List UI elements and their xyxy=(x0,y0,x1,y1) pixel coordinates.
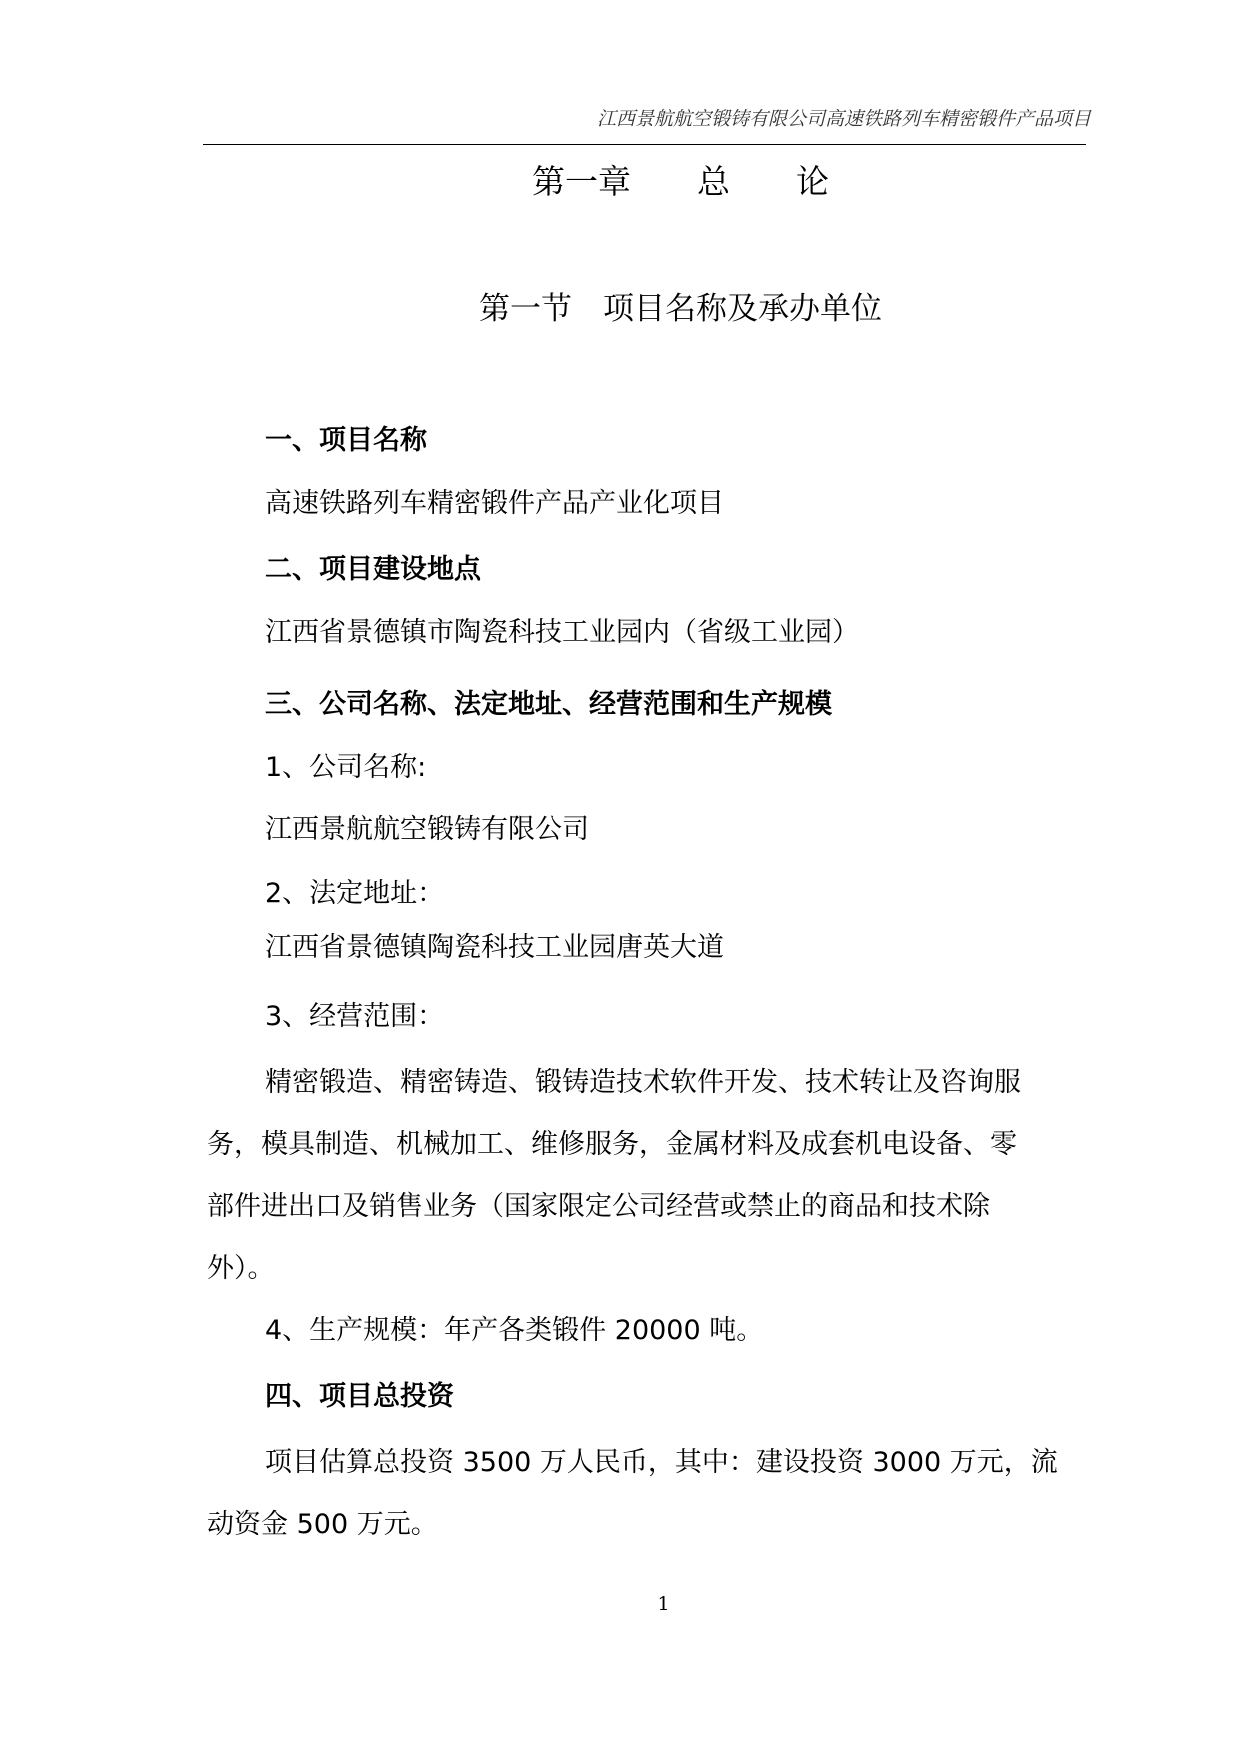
running-header: 江西景航航空锻铸有限公司高速铁路列车精密锻件产品项目 xyxy=(596,108,1091,130)
production-scale-text: 4、生产规模：年产各类锻件 20000 吨。 xyxy=(265,1315,764,1346)
section-title: 第一节 项目名称及承办单位 xyxy=(479,291,882,327)
company-name-text: 江西景航航空锻铸有限公司 xyxy=(265,814,589,845)
company-name-label: 1、公司名称: xyxy=(265,752,427,783)
investment-line: 动资金 500 万元。 xyxy=(207,1509,438,1540)
heading-company-info: 三、公司名称、法定地址、经营范围和生产规模 xyxy=(265,689,832,720)
header-rule xyxy=(203,144,1086,145)
business-scope-label: 3、经营范围： xyxy=(265,1001,445,1032)
business-scope-line: 外）。 xyxy=(207,1253,275,1284)
legal-address-text: 江西省景德镇陶瓷科技工业园唐英大道 xyxy=(265,932,724,963)
page-number: 1 xyxy=(657,1593,670,1615)
business-scope-line: 部件进出口及销售业务（国家限定公司经营或禁止的商品和技术除 xyxy=(207,1191,990,1222)
project-location-text: 江西省景德镇市陶瓷科技工业园内（省级工业园） xyxy=(265,617,859,648)
heading-total-investment: 四、项目总投资 xyxy=(265,1381,454,1412)
chapter-title: 第一章 总 论 xyxy=(532,162,829,201)
heading-project-name: 一、项目名称 xyxy=(265,425,427,456)
business-scope-line: 精密锻造、精密铸造、锻铸造技术软件开发、技术转让及咨询服 xyxy=(265,1067,1021,1098)
project-name-text: 高速铁路列车精密锻件产品产业化项目 xyxy=(265,488,724,519)
heading-project-location: 二、项目建设地点 xyxy=(265,554,481,585)
legal-address-label: 2、法定地址： xyxy=(265,878,445,909)
investment-line: 项目估算总投资 3500 万人民币，其中：建设投资 3000 万元，流 xyxy=(265,1447,1058,1478)
business-scope-line: 务，模具制造、机械加工、维修服务，金属材料及成套机电设备、零 xyxy=(207,1129,1017,1160)
